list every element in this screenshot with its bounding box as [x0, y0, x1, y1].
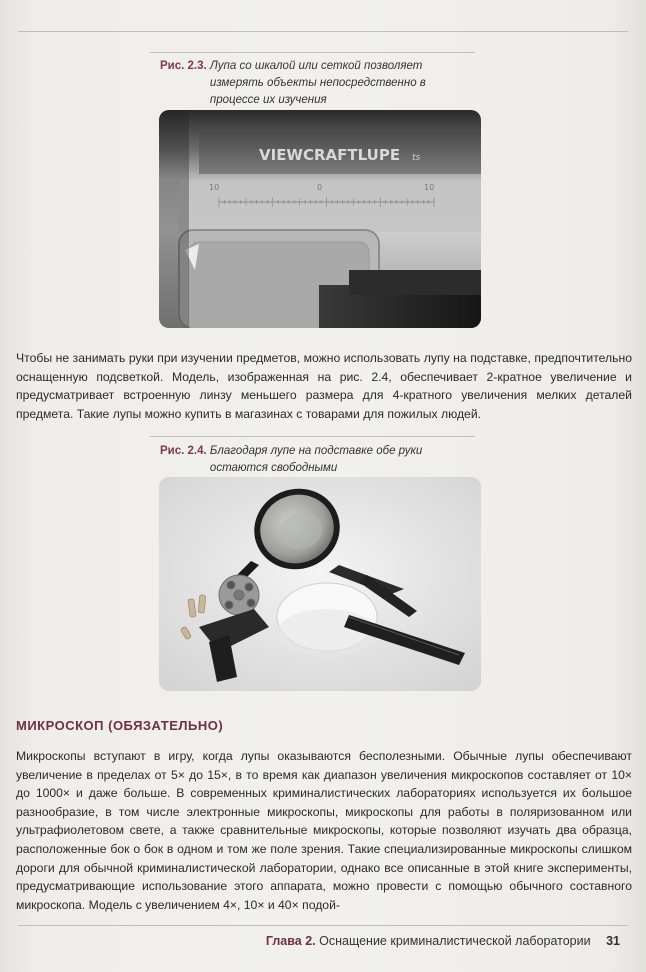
brand-label: VIEWCRAFTLUPE	[259, 146, 401, 164]
figure-caption	[160, 58, 490, 109]
stand-magnifier-photo	[159, 477, 481, 691]
body-paragraph: Микроскопы вступают в игру, когда лупы оказываются бесполезными. Обычные лупы обеспечивают увеличение в пределах от 5× до 15×, в то время как диапазон увеличения микроскопов составляет от 10× до 1000× и даже больше. В современных криминалистических лабораториях используется их большое разнообразие, в том числе электронные микроскопы, микроскопы для работы в поляризованном или ультрафиолетовом свете, а также сравнительные микроскопы, которые позволяют изучать два образца, расположенные бок о бок в одном и том же поле зрения. Такие специализированные микроскопы слишком дороги для обычной криминалистической лаборатории, однако все описанные в этой книге эксперименты, предусматривающие использование этого аппарата, можно провести с помощью обычного составного микроскопа. Модель с увеличением 4×, 10× и 40× подой-	[16, 749, 632, 912]
figure-caption	[160, 443, 490, 477]
figure-number: Рис. 2.3.	[160, 60, 207, 72]
figure-caption-text: Лупа со шкалой или сеткой позволяет измерять объекты непосредственно в процессе их изучения	[209, 60, 426, 106]
svg-text:ts: ts	[412, 153, 421, 163]
body-paragraph: Чтобы не занимать руки при изучении предметов, можно использовать лупу на подставке, предпочтительно оснащенную подсветкой. Модель, изображенная на рис. 2.4, обеспечивает 2-кратное увеличение и предусматривает встроенную линзу меньшего размера для 4-кратного увеличения мелких деталей предмета. Такие лупы можно купить в магазинах с товарами для пожилых людей.	[16, 351, 632, 421]
caption-rule	[150, 436, 475, 437]
chapter-title: Оснащение криминалистической лаборатории	[319, 934, 591, 948]
footer-rule	[18, 925, 628, 926]
top-rule	[18, 31, 628, 32]
page-number: 31	[606, 934, 620, 948]
magnifier-scale-photo	[159, 110, 481, 328]
section-heading: МИКРОСКОП (ОБЯЗАТЕЛЬНО)	[16, 718, 224, 733]
caption-rule	[150, 52, 475, 53]
scale-label: 10	[424, 183, 435, 192]
figure-number: Рис. 2.4.	[160, 445, 207, 457]
figure-caption-text: Благодаря лупе на подставке обе руки остаются свободными	[209, 445, 423, 474]
scale-label: 0	[317, 183, 323, 192]
running-footer	[266, 934, 620, 948]
scale-label: 10	[209, 183, 220, 192]
chapter-label: Глава 2.	[265, 934, 316, 948]
